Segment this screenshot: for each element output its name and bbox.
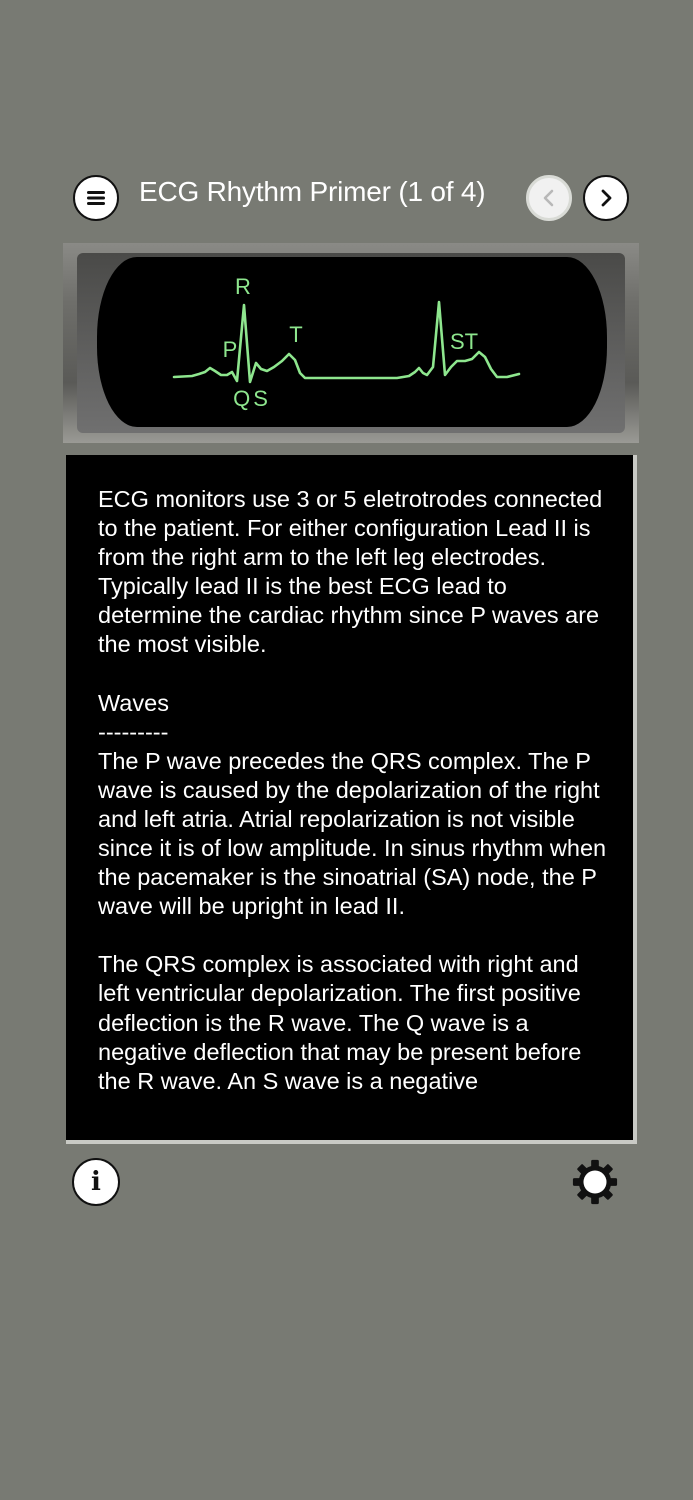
chevron-right-icon [595, 187, 617, 209]
header [0, 168, 693, 228]
gear-icon [571, 1157, 619, 1207]
ecg-label-t: T [289, 322, 303, 347]
content-paragraph: Waves --------- The P wave precedes the QRS complex. The P wave is caused by the depolarization of the right and left atria. Atrial repolarization is not visible since it is of low amplitude. In sinus rhythm when the pacemaker is the sinoatrial (SA) node, the P wave will be upright in lead II. [98, 689, 607, 920]
ecg-label-qs: QS [233, 386, 271, 411]
page-title: ECG Rhythm Primer (1 of 4) [139, 176, 486, 207]
settings-button[interactable] [571, 1158, 619, 1206]
hamburger-menu-icon [84, 186, 108, 210]
ecg-trace-diagram [97, 257, 607, 427]
content-paragraph: ECG monitors use 3 or 5 eletrotrodes connected to the patient. For either configuration Lead II is from the right arm to the left leg electrodes. Typically lead II is the best ECG lead to determine the cardiac rhythm since P waves are the most visible. [98, 486, 603, 658]
content-text [98, 485, 608, 1096]
previous-page-button[interactable] [526, 175, 572, 221]
ecg-screen [97, 257, 607, 427]
chevron-left-icon [538, 187, 560, 209]
ecg-label-st: ST [449, 329, 479, 354]
ecg-monitor [63, 243, 639, 443]
ecg-label-p: P [222, 337, 238, 362]
menu-button[interactable] [73, 175, 119, 221]
content-panel[interactable] [66, 455, 637, 1144]
info-icon: i [91, 1167, 101, 1197]
content-paragraph: The QRS complex is associated with right and left ventricular depolarization. The first positive deflection is the R wave. The Q wave is a negative deflection that may be present before the R wave. An S wave is a negative [98, 951, 582, 1094]
next-page-button[interactable] [583, 175, 629, 221]
ecg-label-r: R [235, 274, 251, 299]
info-button[interactable] [72, 1158, 120, 1206]
